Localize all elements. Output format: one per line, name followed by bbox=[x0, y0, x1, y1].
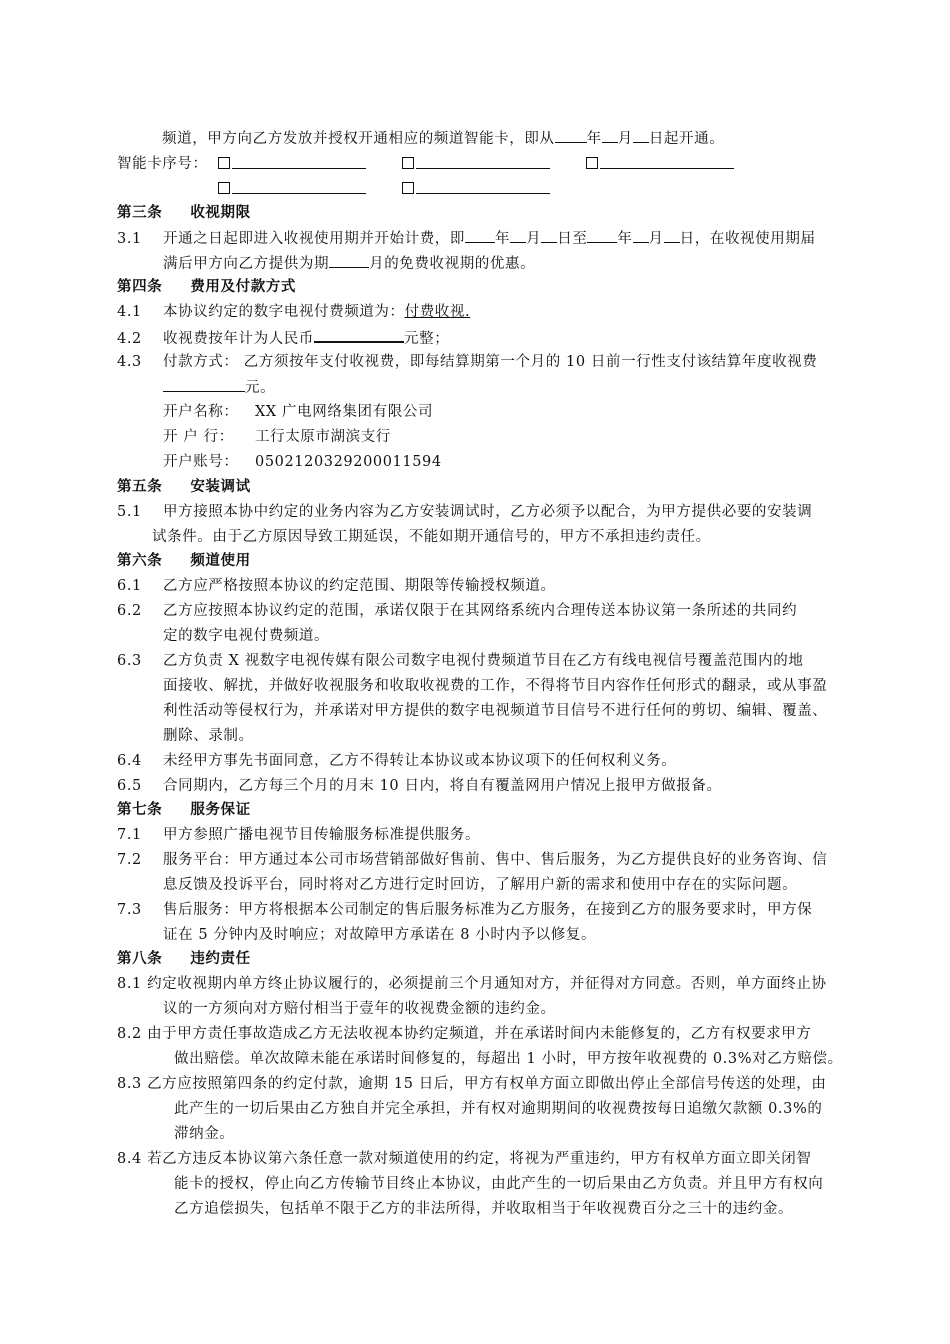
article-heading bbox=[117, 949, 251, 969]
label: 开户名称： bbox=[163, 404, 239, 420]
clause-number: 5.1 bbox=[117, 504, 142, 520]
clause-line bbox=[174, 1124, 234, 1144]
clause-number: 3.1 bbox=[117, 231, 142, 247]
article-heading bbox=[117, 477, 251, 497]
text: 频道，甲方向乙方发放并授权开通相应的频道智能卡，即从 bbox=[162, 131, 555, 147]
underlined-value: 付费收视. bbox=[404, 304, 471, 320]
clause-number: 6.2 bbox=[117, 603, 142, 619]
article-title: 违约责任 bbox=[190, 951, 251, 967]
clause-line bbox=[117, 228, 816, 249]
text: 付款方式： 乙方须按年支付收视费，即每结算期第一个月的 10 日前一行性支付该结算年度收视费 bbox=[163, 354, 818, 370]
text: 面接收、解扰，并做好收视服务和收取收视费的工作，不得将节目内容作任何形式的翻录，或从事盈 bbox=[163, 678, 828, 694]
clause-line bbox=[117, 776, 722, 796]
card-slot bbox=[586, 154, 734, 175]
card-slot bbox=[402, 179, 550, 200]
text: 此产生的一切后果由乙方独自并完全承担，并有权对逾期期间的收视费按每日追缴欠款额 0.3%的 bbox=[174, 1101, 823, 1117]
clause-line bbox=[163, 626, 329, 646]
clause-line bbox=[117, 651, 803, 671]
text: 息反馈及投诉平台，同时将对乙方进行定时回访，了解用户新的需求和使用中存在的实际问题。 bbox=[163, 877, 798, 893]
clause-number: 6.5 bbox=[117, 778, 142, 794]
text: 元。 bbox=[245, 380, 276, 396]
clause-line bbox=[163, 701, 827, 721]
text: 试条件。由于乙方原因导致工期延误，不能如期开通信号的，甲方不承担违约责任。 bbox=[152, 529, 711, 545]
clause-line bbox=[174, 1199, 793, 1219]
clause-number: 4.3 bbox=[117, 354, 142, 370]
account-row bbox=[163, 402, 433, 422]
clause-line bbox=[117, 1074, 826, 1094]
text: 乙方应按照本协议约定的范围，承诺仅限于在其网络系统内合理传送本协议第一条所述的共同约 bbox=[163, 603, 798, 619]
clause-line bbox=[174, 1049, 843, 1069]
clause-line bbox=[117, 502, 812, 522]
clause-line bbox=[152, 527, 711, 547]
article-number: 第三条 bbox=[117, 205, 163, 221]
clause-line bbox=[117, 601, 797, 621]
clause-number: 4.1 bbox=[117, 304, 142, 320]
checkbox-icon bbox=[402, 182, 414, 194]
clause-number: 7.3 bbox=[117, 902, 142, 918]
card-slot bbox=[402, 154, 550, 175]
blank-month bbox=[602, 128, 618, 143]
text: 元整； bbox=[404, 331, 450, 347]
text: 证在 5 分钟内及时响应；对故障甲方承诺在 8 小时内予以修复。 bbox=[163, 927, 597, 943]
card-blank bbox=[600, 154, 734, 169]
text: 议的一方须向对方赔付相当于壹年的收视费金额的违约金。 bbox=[163, 1001, 556, 1017]
text: 甲方参照广播电视节目传输服务标准提供服务。 bbox=[163, 827, 481, 843]
article-number: 第六条 bbox=[117, 553, 163, 569]
text: 月 bbox=[617, 131, 633, 147]
clause-line bbox=[117, 302, 470, 322]
blank-amount bbox=[314, 327, 404, 343]
text: 智能卡序号： bbox=[117, 156, 208, 172]
text: 年 bbox=[586, 131, 602, 147]
text: 乙方负责 X 视数字电视传媒有限公司数字电视付费频道节目在乙方有线电视信号覆盖范围内的地 bbox=[163, 653, 804, 669]
clause-line bbox=[117, 825, 480, 845]
article-title: 服务保证 bbox=[190, 802, 251, 818]
paragraph-line bbox=[162, 128, 724, 149]
blank-amount bbox=[163, 377, 245, 392]
clause-line bbox=[117, 751, 676, 771]
blank-day bbox=[541, 228, 557, 243]
text: 年 bbox=[495, 231, 511, 247]
clause-line bbox=[163, 999, 556, 1019]
text: 月 bbox=[526, 231, 542, 247]
text: 8.1 约定收视期内单方终止协议履行的，必须提前三个月通知对方，并征得对方同意。否则，单方面终止协 bbox=[117, 976, 827, 992]
text: 本协议约定的数字电视付费频道为： bbox=[163, 304, 405, 320]
blank-month bbox=[510, 228, 526, 243]
text: 8.2 由于甲方责任事故造成乙方无法收视本协约定频道，并在承诺时间内未能修复的，乙方有权要求甲方 bbox=[117, 1026, 812, 1042]
value: XX 广电网络集团有限公司 bbox=[255, 404, 434, 420]
account-row bbox=[163, 452, 442, 472]
clause-line bbox=[117, 850, 827, 870]
value: 工行太原市湖滨支行 bbox=[255, 429, 391, 445]
clause-number: 6.1 bbox=[117, 578, 142, 594]
article-title: 收视期限 bbox=[190, 205, 251, 221]
clause-number: 4.2 bbox=[117, 331, 142, 347]
article-heading bbox=[117, 277, 296, 297]
clause-line bbox=[117, 1149, 811, 1169]
card-blank bbox=[416, 154, 550, 169]
clause-line bbox=[163, 676, 827, 696]
text: 乙方应严格按照本协议的约定范围、期限等传输授权频道。 bbox=[163, 578, 556, 594]
text: 日，在收视使用期届 bbox=[679, 231, 816, 247]
article-heading bbox=[117, 203, 251, 223]
clause-line bbox=[163, 726, 254, 746]
clause-line bbox=[117, 576, 556, 596]
text: 定的数字电视付费频道。 bbox=[163, 628, 330, 644]
text: 滞纳金。 bbox=[174, 1126, 235, 1142]
text: 月的免费收视期的优惠。 bbox=[369, 256, 536, 272]
clause-line bbox=[117, 900, 812, 920]
article-number: 第八条 bbox=[117, 951, 163, 967]
text: 未经甲方事先书面同意，乙方不得转让本协议或本协议项下的任何权利义务。 bbox=[163, 753, 677, 769]
account-row bbox=[163, 427, 391, 447]
card-blank bbox=[232, 154, 366, 169]
text: 服务平台：甲方通过本公司市场营销部做好售前、售中、售后服务，为乙方提供良好的业务咨询、信 bbox=[163, 852, 828, 868]
article-title: 频道使用 bbox=[190, 553, 251, 569]
clause-line bbox=[174, 1099, 822, 1119]
text: 乙方追偿损失，包括单不限于乙方的非法所得，并收取相当于年收视费百分之三十的违约金。 bbox=[174, 1201, 794, 1217]
article-title: 费用及付款方式 bbox=[190, 279, 297, 295]
text: 8.3 乙方应按照第四条的约定付款，逾期 15 日后，甲方有权单方面立即做出停止全部信号传送的处理，由 bbox=[117, 1076, 827, 1092]
article-heading bbox=[117, 551, 251, 571]
clause-number: 6.3 bbox=[117, 653, 142, 669]
clause-number: 6.4 bbox=[117, 753, 142, 769]
checkbox-icon bbox=[218, 157, 230, 169]
text: 满后甲方向乙方提供为期 bbox=[163, 256, 330, 272]
blank-months bbox=[329, 253, 369, 268]
clause-line bbox=[163, 253, 535, 274]
text: 合同期内，乙方每三个月的月末 10 日内，将自有覆盖网用户情况上报甲方做报备。 bbox=[163, 778, 722, 794]
text: 开通之日起即进入收视使用期并开始计费，即 bbox=[163, 231, 465, 247]
clause-line bbox=[163, 925, 596, 945]
text: 日至 bbox=[557, 231, 588, 247]
card-blank bbox=[232, 179, 366, 194]
article-number: 第七条 bbox=[117, 802, 163, 818]
clause-line bbox=[117, 974, 827, 994]
checkbox-icon bbox=[586, 157, 598, 169]
text: 甲方接照本协中约定的业务内容为乙方安装调试时，乙方必须予以配合，为甲方提供必要的安装调 bbox=[163, 504, 813, 520]
clause-number: 7.2 bbox=[117, 852, 142, 868]
text: 售后服务：甲方将根据本公司制定的售后服务标准为乙方服务，在接到乙方的服务要求时，甲方保 bbox=[163, 902, 813, 918]
blank-day bbox=[664, 228, 680, 243]
card-slot bbox=[218, 179, 366, 200]
article-title: 安装调试 bbox=[190, 479, 251, 495]
blank-year bbox=[555, 128, 587, 143]
card-number-label bbox=[117, 154, 208, 174]
text: 年 bbox=[617, 231, 633, 247]
clause-line bbox=[163, 377, 275, 398]
blank-year bbox=[465, 228, 495, 243]
clause-line bbox=[117, 327, 449, 349]
text: 利性活动等侵权行为，并承诺对甲方提供的数字电视频道节目信号不进行任何的剪切、编辑、覆盖、 bbox=[163, 703, 828, 719]
text: 收视费按年计为人民币 bbox=[163, 331, 314, 347]
text: 做出赔偿。单次故障未能在承诺时间修复的，每超出 1 小时，甲方按年收视费的 0.3%对乙方赔偿。 bbox=[174, 1051, 843, 1067]
text: 8.4 若乙方违反本协议第六条任意一款对频道使用的约定，将视为严重违约，甲方有权单方面立即关闭智 bbox=[117, 1151, 812, 1167]
card-slot bbox=[218, 154, 366, 175]
clause-line bbox=[117, 1024, 811, 1044]
blank-year bbox=[587, 228, 617, 243]
value: 0502120329200011594 bbox=[255, 454, 442, 470]
text: 能卡的授权，停止向乙方传输节目终止本协议，由此产生的一切后果由乙方负责。并且甲方有权向 bbox=[174, 1176, 824, 1192]
text: 月 bbox=[648, 231, 664, 247]
label: 开户账号： bbox=[163, 454, 239, 470]
clause-line bbox=[174, 1174, 823, 1194]
card-blank bbox=[416, 179, 550, 194]
article-number: 第四条 bbox=[117, 279, 163, 295]
clause-line bbox=[163, 875, 797, 895]
article-heading bbox=[117, 800, 251, 820]
text: 删除、录制。 bbox=[163, 728, 254, 744]
blank-month bbox=[633, 228, 649, 243]
text: 日起开通。 bbox=[648, 131, 725, 147]
blank-day bbox=[633, 128, 649, 143]
label: 开 户 行： bbox=[163, 429, 234, 445]
checkbox-icon bbox=[218, 182, 230, 194]
article-number: 第五条 bbox=[117, 479, 163, 495]
checkbox-icon bbox=[402, 157, 414, 169]
clause-number: 7.1 bbox=[117, 827, 142, 843]
clause-line bbox=[117, 352, 817, 372]
